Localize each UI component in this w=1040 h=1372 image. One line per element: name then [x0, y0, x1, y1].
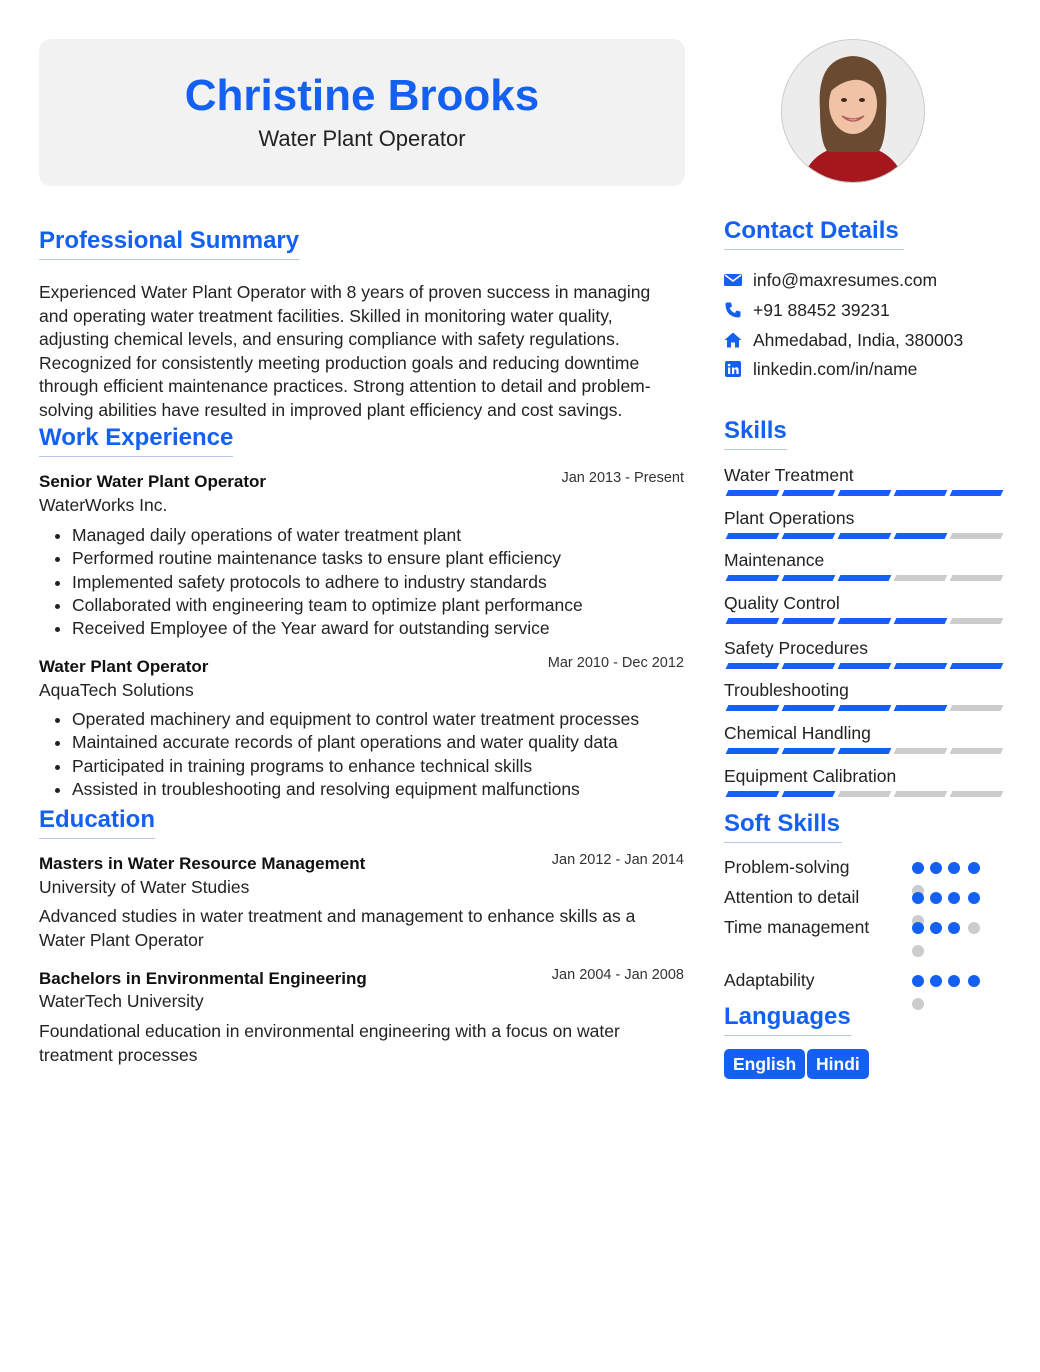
skill-item — [724, 464, 1000, 486]
rating-dot-empty — [912, 998, 924, 1010]
rating-dot-filled — [912, 975, 924, 987]
list-item: • Implemented safety protocols to adhere to industry standards — [72, 571, 692, 594]
list-item: • Received Employee of the Year award for outstanding service — [72, 617, 692, 640]
skill-segment-filled — [782, 748, 836, 754]
skill-label: Quality Control — [724, 593, 840, 613]
job-bullets — [39, 708, 692, 801]
envelope-icon — [724, 272, 742, 288]
degree-date: Jan 2012 - Jan 2014 — [551, 852, 684, 868]
job-date: Jan 2013 - Present — [561, 470, 684, 486]
list-item: • Performed routine maintenance tasks to ensure plant efficiency — [72, 547, 692, 570]
skill-segment-filled — [838, 618, 892, 624]
rating-dot-empty — [912, 945, 924, 957]
skill-segment-empty — [838, 791, 892, 797]
skill-level-bar — [724, 490, 1000, 496]
summary-text: Experienced Water Plant Operator with 8 years of proven success in managing and operating water treatment facilities. Skilled in monitoring water quality, adjusting chemical levels, and ensuring compliance with safety regulations. Recognized for consistently meeting production goals and reducing downtime through efficient maintenance practices. Strong attention to detail and problem-solving abilities have resulted in improved plant efficiency and cost savings. — [39, 282, 651, 420]
skill-item — [724, 722, 1000, 744]
profile-photo — [781, 39, 925, 183]
rating-dot-filled — [912, 862, 924, 874]
soft-skill-label: Time management — [724, 917, 870, 937]
skill-segment-filled — [838, 663, 892, 669]
home-icon — [724, 332, 742, 348]
list-item: • Managed daily operations of water treatment plant — [72, 524, 692, 547]
skill-segment-filled — [894, 533, 948, 539]
school-name: University of Water Studies — [39, 877, 250, 897]
list-item: • Operated machinery and equipment to control water treatment processes — [72, 708, 692, 731]
skill-segment-filled — [894, 618, 948, 624]
skill-label: Maintenance — [724, 550, 825, 570]
skill-segment-filled — [726, 533, 780, 539]
rating-dot-filled — [912, 892, 924, 904]
skill-segment-filled — [726, 663, 780, 669]
skill-level-bar — [724, 748, 1000, 754]
candidate-name: Christine Brooks — [184, 71, 540, 120]
skill-item — [724, 765, 1000, 787]
skill-level-bar — [724, 663, 1000, 669]
skill-segment-empty — [950, 533, 1004, 539]
rating-dot-filled — [930, 975, 942, 987]
rating-dot-filled — [930, 922, 942, 934]
skill-segment-filled — [894, 663, 948, 669]
skill-segment-filled — [894, 705, 948, 711]
skill-segment-filled — [782, 575, 836, 581]
skill-item — [724, 679, 1000, 701]
skill-label: Plant Operations — [724, 508, 855, 528]
email-text: info@maxresumes.com — [753, 270, 938, 290]
skill-segment-filled — [726, 575, 780, 581]
skill-segment-filled — [950, 663, 1004, 669]
address-text: Ahmedabad, India, 380003 — [753, 330, 964, 350]
linkedin-icon — [724, 361, 742, 377]
skill-segment-empty — [950, 705, 1004, 711]
skill-level-bar — [724, 705, 1000, 711]
soft-skills-heading: Soft Skills — [724, 810, 842, 843]
list-item: • Assisted in troubleshooting and resolving equipment malfunctions — [72, 778, 692, 801]
language-badge: English — [724, 1049, 805, 1079]
skill-label: Water Treatment — [724, 465, 854, 485]
header-box — [39, 39, 685, 186]
skill-segment-filled — [894, 490, 948, 496]
rating-dot-filled — [948, 975, 960, 987]
skill-segment-filled — [838, 490, 892, 496]
list-item: • Maintained accurate records of plant operations and water quality data — [72, 731, 692, 754]
skill-level-bar — [724, 533, 1000, 539]
skill-segment-empty — [950, 575, 1004, 581]
skill-segment-empty — [894, 791, 948, 797]
rating-dot-filled — [948, 862, 960, 874]
education-heading: Education — [39, 806, 155, 839]
skill-segment-empty — [950, 618, 1004, 624]
skill-segment-filled — [726, 705, 780, 711]
skill-level-bar — [724, 575, 1000, 581]
skill-segment-filled — [838, 748, 892, 754]
degree-title: Bachelors in Environmental Engineering — [39, 969, 367, 988]
skill-label: Troubleshooting — [724, 680, 849, 700]
school-name: WaterTech University — [39, 991, 204, 1011]
rating-dot-filled — [930, 862, 942, 874]
phone-icon — [724, 302, 742, 318]
degree-description: Advanced studies in water treatment and management to enhance skills as a Water Plant Operator — [39, 906, 636, 950]
skill-segment-empty — [950, 748, 1004, 754]
skill-segment-empty — [894, 748, 948, 754]
soft-skill-label: Problem-solving — [724, 857, 850, 877]
skill-label: Safety Procedures — [724, 638, 868, 658]
skill-segment-filled — [838, 533, 892, 539]
skill-segment-filled — [782, 618, 836, 624]
contact-heading: Contact Details — [724, 217, 904, 250]
rating-dot-filled — [968, 862, 980, 874]
phone-text: +91 88452 39231 — [753, 300, 890, 320]
skill-level-bar — [724, 618, 1000, 624]
skill-item — [724, 592, 1000, 614]
job-date: Mar 2010 - Dec 2012 — [547, 655, 684, 671]
degree-description: Foundational education in environmental engineering with a focus on water treatment processes — [39, 1021, 620, 1065]
skill-level-bar — [724, 791, 1000, 797]
skill-label: Chemical Handling — [724, 723, 871, 743]
rating-dot-filled — [948, 892, 960, 904]
language-badge: Hindi — [807, 1049, 869, 1079]
skill-segment-empty — [894, 575, 948, 581]
skill-label: Equipment Calibration — [724, 766, 897, 786]
skills-heading: Skills — [724, 417, 787, 450]
list-item: • Participated in training programs to enhance technical skills — [72, 755, 692, 778]
experience-heading: Work Experience — [39, 424, 233, 457]
degree-title: Masters in Water Resource Management — [39, 854, 366, 873]
skill-segment-filled — [726, 490, 780, 496]
skill-segment-filled — [726, 748, 780, 754]
job-company: AquaTech Solutions — [39, 680, 194, 700]
soft-skill-label: Attention to detail — [724, 887, 860, 907]
skill-segment-filled — [782, 705, 836, 711]
summary-heading: Professional Summary — [39, 227, 299, 260]
job-company: WaterWorks Inc. — [39, 495, 168, 515]
skill-segment-filled — [782, 663, 836, 669]
rating-dot-filled — [968, 975, 980, 987]
skill-segment-filled — [838, 705, 892, 711]
soft-skill-label: Adaptability — [724, 970, 815, 990]
skill-segment-filled — [950, 490, 1004, 496]
skill-item — [724, 507, 1000, 529]
rating-dot-empty — [968, 922, 980, 934]
rating-dot-filled — [930, 892, 942, 904]
languages-heading: Languages — [724, 1003, 851, 1036]
job-bullets — [39, 524, 692, 640]
skill-segment-empty — [950, 791, 1004, 797]
job-title: Water Plant Operator — [39, 657, 209, 676]
skill-segment-filled — [782, 791, 836, 797]
rating-dot-filled — [912, 922, 924, 934]
skill-segment-filled — [726, 618, 780, 624]
degree-date: Jan 2004 - Jan 2008 — [551, 967, 684, 983]
job-title: Senior Water Plant Operator — [39, 472, 267, 491]
rating-dot-filled — [968, 892, 980, 904]
rating-dot-filled — [948, 922, 960, 934]
skill-segment-filled — [782, 533, 836, 539]
skill-segment-filled — [838, 575, 892, 581]
profile-photo-illustration — [782, 40, 924, 182]
candidate-title: Water Plant Operator — [258, 126, 466, 151]
skill-item — [724, 637, 1000, 659]
linkedin-text: linkedin.com/in/name — [753, 359, 918, 379]
skill-item — [724, 549, 1000, 571]
skill-segment-filled — [726, 791, 780, 797]
list-item: • Collaborated with engineering team to optimize plant performance — [72, 594, 692, 617]
skill-segment-filled — [782, 490, 836, 496]
